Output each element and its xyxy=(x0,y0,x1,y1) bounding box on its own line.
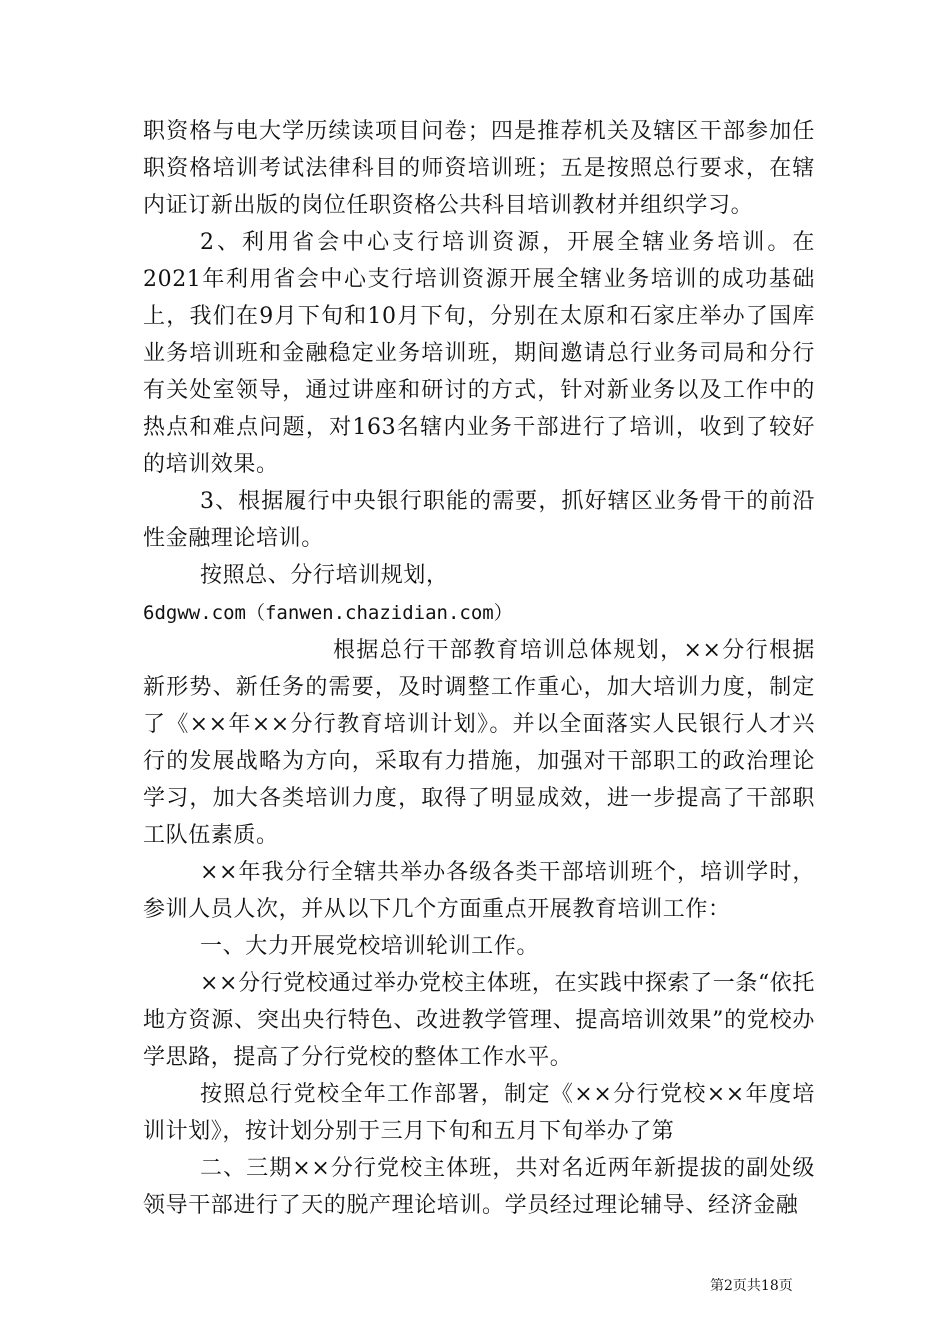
paragraph-item-2: 2、利用省会中心支行培训资源，开展全辖业务培训。在2021年利用省会中心支行培训资源开展全辖业务培训的成功基础上，我们在9月下旬和10月下旬，分别在太原和石家庄举办了国库业务培训班和金融稳定业务培训班，期间邀请总行业务司局和分行有关处室领导，通过讲座和研讨的方式，针对新业务以及工作中的热点和难点问题，对163名辖内业务干部进行了培训，收到了较好的培训效果。 xyxy=(143,230,815,477)
paragraph-section-2: 二、三期××分行党校主体班，共对名近两年新提拔的副处级领导干部进行了天的脱产理论培训。学员经过理论辅导、经济金融 xyxy=(143,1156,815,1218)
source-url: 6dgww.com（fanwen.chazidian.com） xyxy=(143,602,513,624)
paragraph-summary: ××年我分行全辖共举办各级各类干部培训班个，培训学时，参训人员人次，并从以下几个方面重点开展教育培训工作： xyxy=(143,860,815,922)
paragraph-annual-plan: 按照总行党校全年工作部署，制定《××分行党校××年度培训计划》，按计划分别于三月下旬和五月下旬举办了第 xyxy=(143,1082,815,1144)
page-number: 第2页共18页 xyxy=(710,1278,793,1294)
section-heading-1: 一、大力开展党校培训轮训工作。 xyxy=(200,934,540,959)
paragraph-item-3: 3、根据履行中央银行职能的需要，抓好辖区业务骨干的前沿性金融理论培训。 xyxy=(143,489,815,551)
document-body xyxy=(143,113,815,1224)
paragraph-plan-intro: 按照总、分行培训规划， xyxy=(200,563,449,588)
paragraph-continuation: 职资格与电大学历续读项目问卷；四是推荐机关及辖区干部参加任职资格培训考试法律科目的师资培训班；五是按照总行要求，在辖内证订新出版的岗位任职资格公共科目培训教材并组织学习。 xyxy=(143,119,815,218)
paragraph-party-school: ××分行党校通过举办党校主体班，在实践中探索了一条“依托地方资源、突出央行特色、改进教学管理、提高培训效果”的党校办学思路，提高了分行党校的整体工作水平。 xyxy=(143,971,815,1070)
paragraph-overview: 根据总行干部教育培训总体规划，××分行根据新形势、新任务的需要，及时调整工作重心，加大培训力度，制定了《××年××分行教育培训计划》。并以全面落实人民银行人才兴行的发展战略为方向，采取有力措施，加强对干部职工的政治理论学习，加大各类培训力度，取得了明显成效，进一步提高了干部职工队伍素质。 xyxy=(143,638,815,848)
source-url-line xyxy=(143,594,815,632)
